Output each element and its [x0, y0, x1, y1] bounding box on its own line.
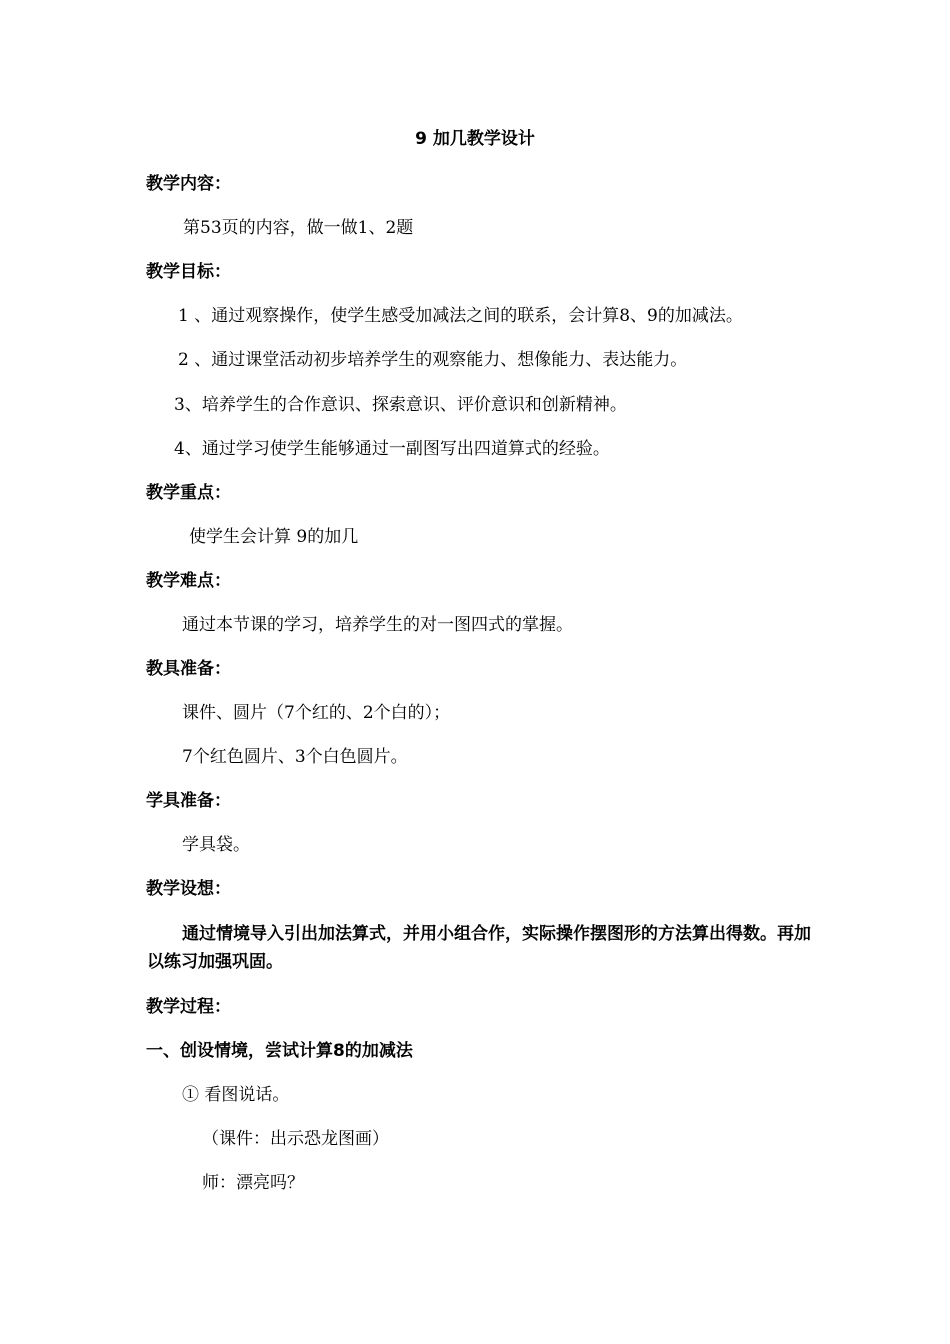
difficulty-text: 通过本节课的学习，培养学生的对一图四式的掌握。	[182, 615, 573, 635]
section1-heading: 一、创设情境，尝试计算8的加减法	[146, 1041, 413, 1061]
content-heading: 教学内容：	[146, 174, 231, 194]
student-tools-heading: 学具准备：	[146, 791, 231, 811]
key-text: 使学生会计算 9的加几	[189, 527, 359, 547]
goal-item-4: 4、通过学习使学生能够通过一副图写出四道算式的经验。	[174, 439, 610, 459]
teacher-line: 师：漂亮吗？	[202, 1173, 304, 1193]
goal-item-3: 3、培养学生的合作意识、探索意识、评价意识和创新精神。	[174, 395, 627, 415]
process-heading: 教学过程：	[146, 997, 231, 1017]
key-heading: 教学重点：	[146, 483, 231, 503]
step1-text: ① 看图说话。	[182, 1085, 290, 1105]
step1-note: （课件：出示恐龙图画）	[202, 1129, 389, 1149]
idea-text: 通过情境导入引出加法算式，并用小组合作，实际操作摆图形的方法算出得数。再加以练习加强巩固。	[147, 924, 811, 972]
page-title: 9 加几教学设计	[415, 129, 535, 149]
teacher-tools-item-1: 课件、圆片（7个红的、2个白的）；	[182, 703, 451, 723]
content-text: 第53页的内容，做一做1、2题	[183, 218, 414, 238]
idea-heading: 教学设想：	[146, 879, 231, 899]
difficulty-heading: 教学难点：	[146, 571, 231, 591]
teacher-tools-item-2: 7个红色圆片、3个白色圆片。	[182, 747, 408, 767]
goals-heading: 教学目标：	[146, 262, 231, 282]
student-tools-text: 学具袋。	[182, 835, 250, 855]
goal-item-1: 1 、通过观察操作，使学生感受加减法之间的联系，会计算8、9的加减法。	[178, 306, 743, 326]
goal-item-2: 2 、通过课堂活动初步培养学生的观察能力、想像能力、表达能力。	[178, 350, 688, 370]
teacher-tools-heading: 教具准备：	[146, 659, 231, 679]
